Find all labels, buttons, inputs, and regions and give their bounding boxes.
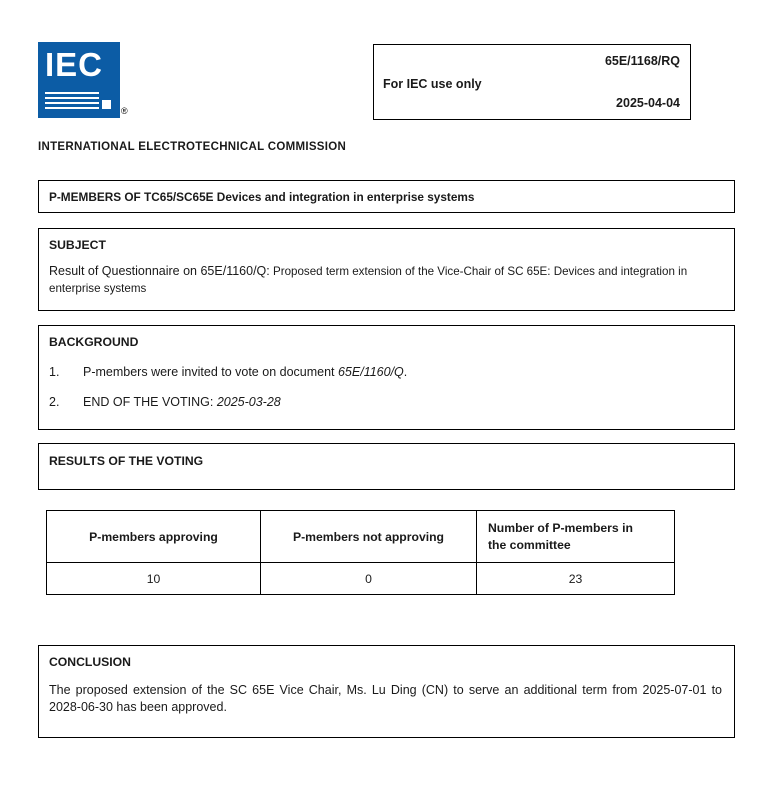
header-pmembers-not-approving: P-members not approving — [261, 511, 477, 563]
subject-heading: SUBJECT — [49, 238, 106, 252]
iec-logo-dot — [102, 100, 111, 109]
background-item-2 — [49, 395, 724, 409]
conclusion-body: The proposed extension of the SC 65E Vice Chair, Ms. Lu Ding (CN) to serve an additional term from 2025-07-01 to 2028-06-30 has been approved. — [49, 683, 722, 714]
pmembers-box — [38, 180, 735, 213]
value-pmembers-approving: 10 — [47, 563, 261, 595]
value-pmembers-not-approving: 0 — [261, 563, 477, 595]
iec-logo — [38, 42, 120, 118]
iec-logo-stripes — [45, 89, 99, 109]
commission-title: INTERNATIONAL ELECTROTECHNICAL COMMISSION — [38, 141, 347, 153]
results-box — [38, 443, 735, 490]
iec-use-only-label: For IEC use only — [383, 77, 482, 91]
conclusion-heading: CONCLUSION — [49, 655, 131, 669]
subject-body-lead: Result of Questionnaire on 65E/1160/Q: — [49, 264, 270, 278]
subject-body — [49, 263, 724, 297]
background-item-1 — [49, 365, 724, 379]
background-heading: BACKGROUND — [49, 335, 139, 349]
pmembers-title: P-MEMBERS OF TC65/SC65E Devices and integration in enterprise systems — [49, 189, 475, 204]
iec-logo-text: IEC — [45, 46, 104, 83]
subject-box — [38, 228, 735, 311]
header-pmembers-approving: P-members approving — [47, 511, 261, 563]
header-number-of-pmembers: Number of P-members in the committee — [477, 511, 675, 563]
table-values-row — [47, 563, 675, 595]
document-date: 2025-04-04 — [616, 96, 680, 110]
registered-trademark-symbol: ® — [121, 106, 128, 116]
background-box — [38, 325, 735, 430]
background-item-2-number: 2. — [49, 395, 60, 409]
voting-results-table — [46, 510, 675, 595]
value-number-of-pmembers: 23 — [477, 563, 675, 595]
background-item-1-text: P-members were invited to vote on document 65E/1160/Q. — [83, 365, 408, 379]
iec-use-only-box — [373, 44, 691, 120]
results-heading: RESULTS OF THE VOTING — [49, 454, 204, 468]
conclusion-box — [38, 645, 735, 738]
document-reference: 65E/1168/RQ — [604, 54, 680, 68]
subject-body-rest: Proposed term extension of the Vice-Chair of SC 65E: Devices and integration in enterprise systems — [49, 265, 688, 295]
background-item-2-text: END OF THE VOTING: 2025-03-28 — [83, 395, 281, 409]
table-header-row — [47, 511, 675, 563]
background-item-1-number: 1. — [49, 365, 60, 379]
